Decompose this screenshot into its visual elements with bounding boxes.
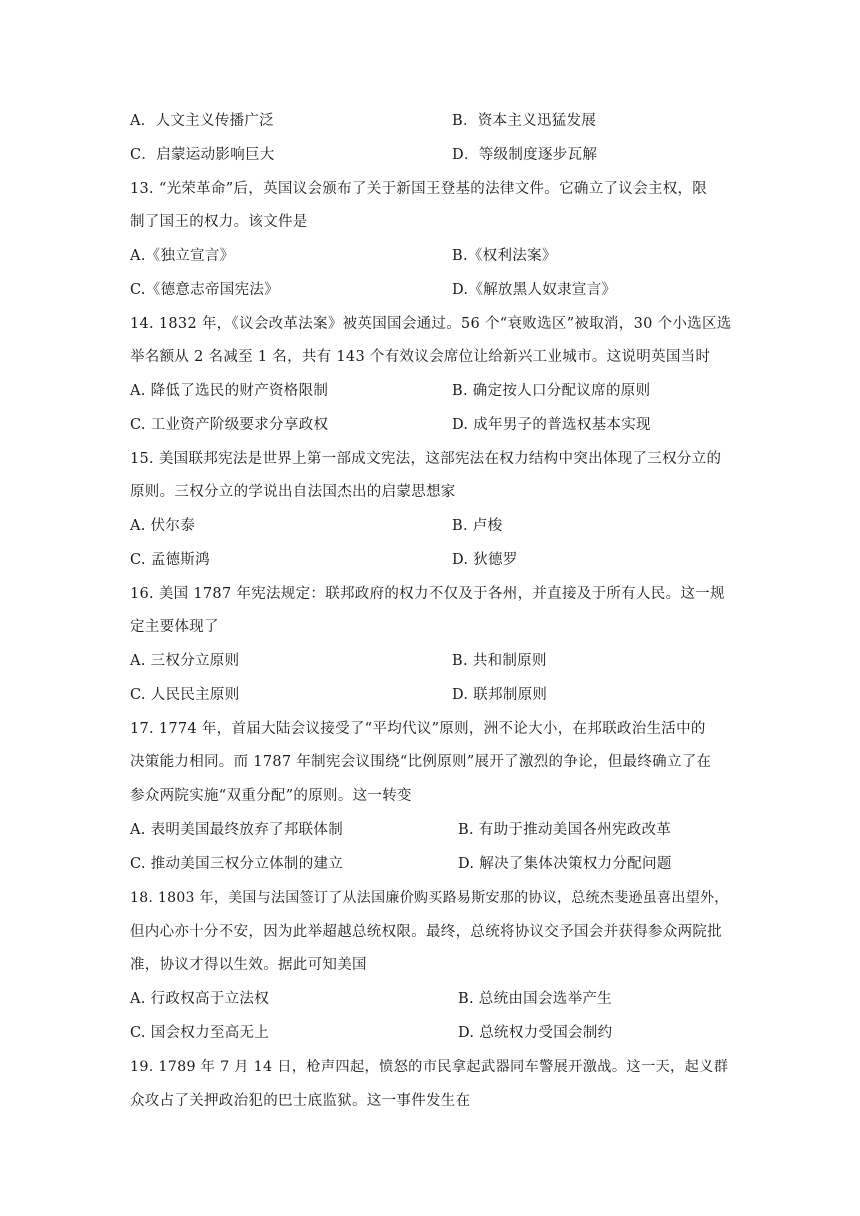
- q19-stem-line-2: 众攻占了关押政治犯的巴士底监狱。这一事件发生在: [130, 1093, 471, 1109]
- q18-option-b[interactable]: B. 总统由国会选举产生: [458, 991, 612, 1007]
- q15-stem-line-1: 15. 美国联邦宪法是世界上第一部成文宪法，这部宪法在权力结构中突出体现了三权分立的: [130, 451, 722, 467]
- q13-stem-line-1: 13. “光荣革命”后，英国议会颁布了关于新国王登基的法律文件。它确立了议会主权，限: [130, 181, 708, 197]
- q17-option-b[interactable]: B. 有助于推动美国各州宪政改革: [458, 822, 672, 838]
- q17-stem-line-3: 参众两院实施“双重分配”的原则。这一转变: [130, 788, 412, 804]
- q16-stem-line-1: 16. 美国 1787 年宪法规定：联邦政府的权力不仅及于各州，并直接及于所有人民。这一规: [130, 586, 725, 602]
- q17-option-d[interactable]: D. 解决了集体决策权力分配问题: [458, 856, 672, 872]
- q14-option-a[interactable]: A. 降低了选民的财产资格限制: [130, 383, 329, 399]
- q13-stem-line-2: 制了国王的权力。该文件是: [130, 214, 308, 230]
- q15-option-c[interactable]: C. 孟德斯鸿: [130, 552, 210, 568]
- q14-stem-line-1: 14. 1832 年，《议会改革法案》被英国国会通过。56 个“衰败选区”被取消，30 个小选区选: [130, 316, 732, 332]
- q16-option-d[interactable]: D. 联邦制原则: [452, 687, 548, 703]
- q13-option-b[interactable]: B.《权利法案》: [452, 248, 557, 264]
- q16-option-a[interactable]: A. 三权分立原则: [130, 653, 240, 669]
- q16-option-c[interactable]: C. 人民民主原则: [130, 687, 240, 703]
- q17-option-a[interactable]: A. 表明美国最终放弃了邦联体制: [130, 822, 343, 838]
- q18-stem-line-3: 准，协议才得以生效。据此可知美国: [130, 957, 367, 973]
- q17-stem-line-2: 决策能力相同。而 1787 年制宪会议围绕“比例原则”展开了激烈的争论，但最终确立了在: [130, 754, 712, 770]
- q15-option-b[interactable]: B. 卢梭: [452, 518, 503, 534]
- q15-option-a[interactable]: A. 伏尔泰: [130, 518, 195, 534]
- q14-option-b[interactable]: B. 确定按人口分配议席的原则: [452, 383, 651, 399]
- q12-option-b[interactable]: B．资本主义迅猛发展: [452, 113, 597, 129]
- q17-stem-line-1: 17. 1774 年，首届大陆会议接受了“平均代议”原则，洲不论大小，在邦联政治生活中的: [130, 721, 706, 737]
- q19-stem-line-1: 19. 1789 年 7 月 14 日，枪声四起，愤怒的市民拿起武器同车警展开激战。这一天，起义群: [130, 1059, 729, 1075]
- q12-option-c[interactable]: C．启蒙运动影响巨大: [130, 147, 275, 163]
- q12-option-a[interactable]: A．人文主义传播广泛: [130, 113, 274, 129]
- q18-option-d[interactable]: D. 总统权力受国会制约: [458, 1025, 613, 1041]
- q17-option-c[interactable]: C. 推动美国三权分立体制的建立: [130, 856, 344, 872]
- q16-option-b[interactable]: B. 共和制原则: [452, 653, 547, 669]
- q16-stem-line-2: 定主要体现了: [130, 619, 219, 635]
- q13-option-c[interactable]: C.《德意志帝国宪法》: [130, 282, 279, 298]
- q12-option-d[interactable]: D．等级制度逐步瓦解: [452, 147, 598, 163]
- q18-stem-line-1: 18. 1803 年，美国与法国签订了从法国廉价购买路易斯安那的协议，总统杰斐逊虽喜出望外，: [130, 890, 729, 906]
- q15-stem-line-2: 原则。三权分立的学说出自法国杰出的启蒙思想家: [130, 484, 456, 500]
- q18-option-a[interactable]: A. 行政权高于立法权: [130, 991, 269, 1007]
- q14-option-d[interactable]: D. 成年男子的普选权基本实现: [452, 417, 651, 433]
- q18-stem-line-2: 但内心亦十分不安，因为此举超越总统权限。最终，总统将协议交予国会并获得参众两院批: [130, 924, 722, 940]
- q15-option-d[interactable]: D. 狄德罗: [452, 552, 518, 568]
- q13-option-d[interactable]: D.《解放黑人奴隶宣言》: [452, 282, 617, 298]
- q14-stem-line-2: 举名额从 2 名减至 1 名，共有 143 个有效议会席位让给新兴工业城市。这说明英国当时: [130, 349, 711, 365]
- q13-option-a[interactable]: A.《独立宣言》: [130, 248, 235, 264]
- q14-option-c[interactable]: C. 工业资产阶级要求分享政权: [130, 417, 329, 433]
- q18-option-c[interactable]: C. 国会权力至高无上: [130, 1025, 270, 1041]
